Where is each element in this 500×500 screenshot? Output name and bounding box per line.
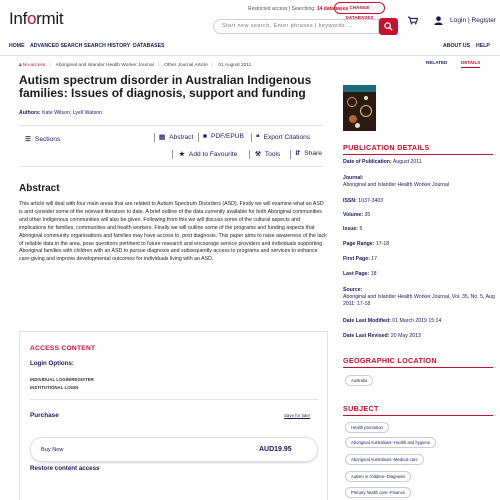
geo-chip[interactable]: Australia bbox=[345, 375, 373, 386]
subject-title: SUBJECT bbox=[343, 404, 379, 413]
change-databases-button[interactable]: CHANGE DATABASES bbox=[334, 2, 385, 14]
document-icon: ▤ bbox=[159, 134, 166, 141]
star-icon: ★ bbox=[179, 151, 185, 158]
journal-link[interactable]: Aboriginal and Islander Health Worker Journal bbox=[343, 182, 450, 189]
divider bbox=[198, 133, 199, 142]
tools-button[interactable]: ⚒ Tools bbox=[255, 151, 281, 158]
field-date: Date of Publication: August 2011 bbox=[343, 159, 422, 165]
divider bbox=[251, 133, 252, 142]
subject-chip[interactable]: Aboriginal Australians--Medical care bbox=[345, 454, 424, 465]
breadcrumb: 🔒︎ No access | Aboriginal and Islander Health Worker Journal | Other Journal Article | 01 August 2011 bbox=[19, 63, 252, 68]
breadcrumb-date: 01 August 2011 bbox=[218, 63, 252, 68]
divider bbox=[249, 150, 250, 159]
author-links[interactable]: Kate Wilson; Lyell Watson bbox=[42, 110, 102, 116]
divider bbox=[19, 166, 323, 167]
pdf-icon: ■ bbox=[203, 133, 207, 140]
share-icon: ⮃ bbox=[295, 150, 301, 157]
quote-icon: ❝ bbox=[256, 134, 260, 141]
sections-button[interactable]: ☰ Sections bbox=[25, 136, 61, 143]
search-input[interactable]: Start new search. Enter phrases | keywords ... bbox=[213, 19, 379, 34]
user-icon[interactable] bbox=[434, 16, 443, 25]
authors: Authors: Kate Wilson; Lyell Watson bbox=[19, 110, 102, 116]
abstract-text: This article will deal with four main areas that are related to Autism Spectrum Disorders (ASD). Firstly we will examine what an ASD is and consider some of the relevant literature to date. A brief outline of the data currently available for both Aboriginal communities and other Indigenous communities will also be given. Following from this we will discuss some of the cultural aspects and implications for families, communities and health workers. Finally we will outline some of the programs and funding aspects that Aboriginal community organisations and families may have access to, post diagnosis. This paper aims to raise awareness of the lack of reliable data in the area, pose questions pertinent to future research and encourage service providers and individuals supporting Aboriginal families with children with an ASD to pursue diagnosis and subsequently access to programs and services to enhance care-giving and improve developmental outcomes for individuals living with an ASD. bbox=[19, 201, 327, 263]
share-button[interactable]: ⮃ Share bbox=[295, 150, 322, 157]
abstract-button[interactable]: ▤ Abstract bbox=[159, 134, 194, 141]
price: AUD19.95 bbox=[259, 446, 292, 453]
login-options-label: Login Options: bbox=[30, 360, 74, 367]
field-last-revised: Date Last Revised: 20 May 2013 bbox=[343, 333, 421, 339]
pdf-epub-button[interactable]: ■ PDF/EPUB bbox=[203, 133, 244, 140]
access-status-label: No access bbox=[22, 63, 46, 68]
subject-chip[interactable]: Autism in children--Diagnosis bbox=[345, 471, 411, 482]
access-content-panel bbox=[19, 331, 328, 500]
individual-login-link[interactable]: INDIVIDUAL LOGIN/REGISTER bbox=[30, 377, 94, 382]
field-first-page: First Page: 17 bbox=[343, 256, 378, 262]
subject-chip[interactable]: Primary health care--Finance bbox=[345, 487, 411, 498]
subject-chip[interactable]: Health promotion bbox=[345, 422, 389, 433]
add-to-favourite-button[interactable]: ★ Add to Favourite bbox=[179, 151, 238, 158]
abstract-heading: Abstract bbox=[19, 183, 60, 194]
nav-home[interactable]: HOME bbox=[9, 43, 25, 49]
search-button[interactable] bbox=[379, 18, 398, 35]
database-count[interactable]: 14 databases bbox=[316, 6, 349, 12]
wrench-icon: ⚒ bbox=[255, 151, 261, 158]
nav-about-us[interactable]: ABOUT US bbox=[443, 43, 471, 49]
sidebar-tabs bbox=[337, 56, 500, 70]
divider bbox=[30, 399, 318, 400]
divider bbox=[19, 125, 323, 126]
field-page-range: Page Range: 17-18 bbox=[343, 241, 390, 247]
login-register-link[interactable]: Login | Register bbox=[450, 17, 497, 24]
nav-databases[interactable]: DATABASES bbox=[133, 43, 165, 49]
institutional-login-link[interactable]: INSTITUTIONAL LOGIN bbox=[30, 385, 79, 390]
tab-related[interactable]: RELATED bbox=[426, 60, 448, 65]
divider bbox=[154, 133, 155, 142]
field-last-modified: Date Last Modified: 01 March 2019 15:14 bbox=[343, 318, 442, 324]
nav-advanced-search[interactable]: ADVANCED SEARCH bbox=[30, 43, 83, 49]
buy-now-label: Buy Now bbox=[41, 447, 64, 453]
field-issn: ISSN: 1037-3403 bbox=[343, 198, 384, 204]
field-volume: Volume: 35 bbox=[343, 212, 371, 218]
search-icon bbox=[384, 22, 393, 31]
breadcrumb-type: Other Journal Article bbox=[164, 63, 208, 68]
save-for-later-link[interactable]: Save for later bbox=[284, 413, 311, 418]
field-issue: Issue: 5 bbox=[343, 226, 363, 232]
details-sidebar bbox=[337, 56, 500, 500]
list-icon: ☰ bbox=[25, 136, 31, 143]
purchase-label: Purchase bbox=[30, 412, 59, 419]
main-nav bbox=[0, 40, 500, 56]
nav-help[interactable]: HELP bbox=[476, 43, 490, 49]
geographic-location-title: GEOGRAPHIC LOCATION bbox=[343, 356, 437, 365]
export-citations-button[interactable]: ❝ Export Citations bbox=[256, 134, 311, 141]
nav-search-history[interactable]: SEARCH HISTORY bbox=[84, 43, 131, 49]
divider bbox=[290, 150, 291, 159]
tab-details[interactable]: DETAILS bbox=[461, 60, 480, 68]
field-journal: Journal: Aboriginal and Islander Health Worker Journal bbox=[343, 175, 450, 189]
divider bbox=[343, 415, 493, 416]
subject-chip[interactable]: Aboriginal Australians--Health and hygiene bbox=[345, 437, 436, 448]
buy-now-card[interactable] bbox=[30, 437, 318, 462]
restore-access-label: Restore content access bbox=[30, 465, 100, 472]
divider bbox=[343, 367, 493, 368]
divider bbox=[172, 150, 173, 159]
field-last-page: Last Page: 18 bbox=[343, 271, 377, 277]
divider bbox=[343, 154, 493, 155]
access-status: Restricted access | Searching: 14 databases bbox=[248, 6, 349, 12]
top-header bbox=[0, 0, 500, 40]
informit-logo[interactable]: Informit bbox=[9, 9, 64, 28]
journal-cover-image bbox=[343, 85, 376, 131]
lock-icon: 🔒︎ bbox=[19, 63, 22, 68]
breadcrumb-journal[interactable]: Aboriginal and Islander Health Worker Journal bbox=[55, 63, 154, 68]
field-source: Source: Aboriginal and Islander Health Worker Journal, Vol. 35, No. 5, Aug 2011: 17-18 bbox=[343, 287, 495, 308]
access-content-title: ACCESS CONTENT bbox=[30, 345, 96, 352]
article-title: Autism spectrum disorder in Australian Indigenous families: Issues of diagnosis, support and funding bbox=[19, 73, 312, 100]
cart-icon[interactable] bbox=[408, 16, 418, 25]
publication-details-title: PUBLICATION DETAILS bbox=[343, 143, 430, 152]
